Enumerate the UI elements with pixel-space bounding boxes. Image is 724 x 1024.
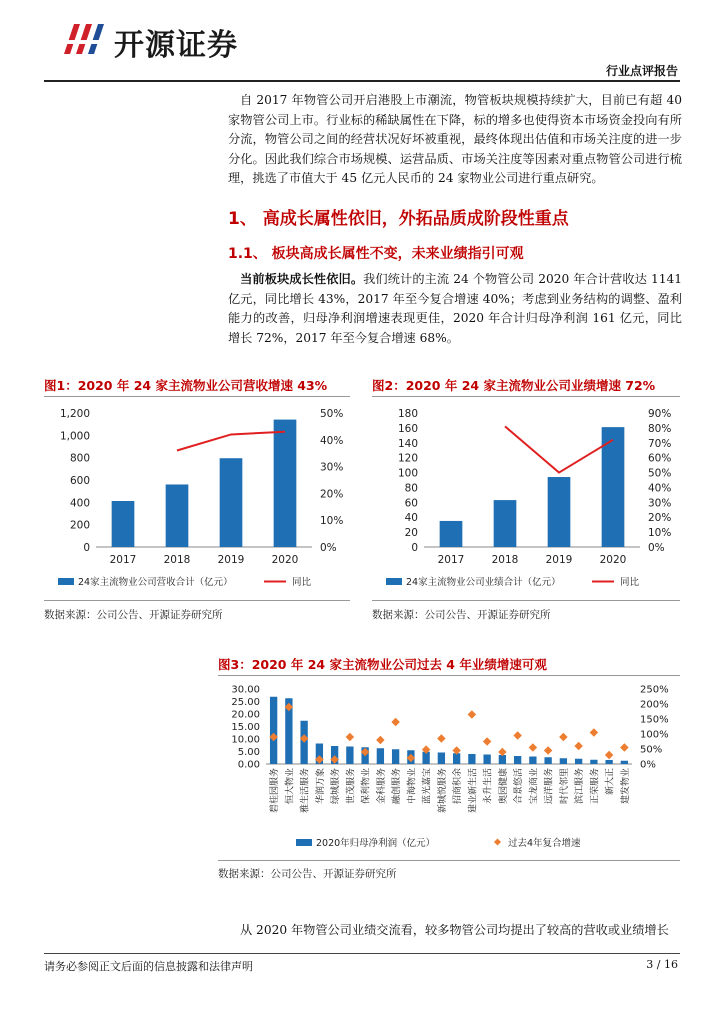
y-tick-label-right: 50% bbox=[640, 744, 663, 756]
figure-2-title: 图2：2020 年 24 家主流物业公司业绩增速 72% bbox=[372, 378, 656, 393]
scatter-point bbox=[376, 736, 384, 744]
x-tick-label: 2018 bbox=[491, 554, 519, 566]
legend-label-bar: 2020年归母净利润（亿元） bbox=[316, 838, 436, 849]
scatter-point bbox=[605, 751, 613, 759]
figure-1-title: 图1：2020 年 24 家主流物业公司营收增速 43% bbox=[44, 378, 328, 393]
y-tick-label-left: 0.00 bbox=[237, 759, 260, 771]
bar bbox=[548, 477, 571, 547]
x-tick-label: 2017 bbox=[437, 554, 465, 566]
header bbox=[0, 0, 724, 82]
y-tick-label-left: 1,200 bbox=[59, 408, 90, 420]
legend-swatch-bar bbox=[58, 578, 74, 585]
scatter-point bbox=[544, 746, 552, 754]
y-tick-label-left: 30.00 bbox=[231, 684, 260, 696]
y-tick-label-left: 200 bbox=[69, 519, 90, 532]
y-tick-label-right: 40% bbox=[320, 434, 344, 447]
y-tick-label-left: 10.00 bbox=[231, 734, 260, 746]
y-tick-label-left: 100 bbox=[397, 467, 418, 480]
x-tick-label: 永升生活 bbox=[483, 768, 494, 805]
chart-companies bbox=[218, 678, 680, 858]
scatter-point bbox=[346, 733, 354, 741]
y-tick-label-left: 25.00 bbox=[231, 697, 260, 708]
body-paragraph bbox=[228, 270, 682, 348]
y-tick-label-left: 180 bbox=[397, 408, 418, 420]
y-tick-label-right: 20% bbox=[648, 512, 672, 525]
body-text: 我们统计的主流 24 个物管公司 2020 年合计营收达 1141 亿元，同比增长 43%，2017 年至今复合增速 40%；考虑到业务结构的调整、盈利能力的改善，归母净利润增速表现更佳，2020 年合计归母净利润 161 亿元，同比增长 72%，2017 年至今复合增速 68%。 bbox=[228, 272, 683, 345]
x-tick-label: 新大正 bbox=[605, 768, 616, 796]
bar bbox=[112, 501, 135, 547]
y-tick-label-right: 30% bbox=[320, 461, 344, 474]
x-tick-label: 蓝光嘉宝 bbox=[422, 768, 433, 805]
figure-3-title: 图3：2020 年 24 家主流物业公司过去 4 年业绩增速可观 bbox=[218, 657, 547, 672]
bar bbox=[440, 521, 463, 547]
y-tick-label-right: 0% bbox=[648, 542, 665, 554]
y-tick-label-left: 40 bbox=[404, 512, 418, 525]
bar bbox=[494, 500, 517, 547]
y-tick-label-right: 10% bbox=[320, 515, 344, 528]
bar bbox=[274, 420, 297, 547]
bar bbox=[468, 754, 475, 764]
scatter-point bbox=[498, 748, 506, 756]
y-tick-label-left: 120 bbox=[397, 452, 418, 465]
y-tick-label-right: 10% bbox=[648, 527, 672, 540]
x-tick-label: 远洋服务 bbox=[544, 768, 555, 805]
x-tick-label: 宝龙商业 bbox=[529, 768, 540, 805]
bar bbox=[377, 748, 384, 764]
y-tick-label-right: 30% bbox=[648, 497, 672, 510]
x-tick-label: 招商积余 bbox=[453, 768, 464, 805]
chart-profit bbox=[372, 400, 682, 598]
y-tick-label-right: 250% bbox=[640, 684, 669, 696]
scatter-point bbox=[513, 731, 521, 739]
bar bbox=[483, 755, 490, 765]
y-tick-label-left: 600 bbox=[69, 475, 90, 487]
x-tick-label: 保利物业 bbox=[361, 768, 372, 805]
y-tick-label-left: 15.00 bbox=[231, 722, 260, 733]
section-heading-1-1: 1.1、 板块高成长属性不变，未来业绩指引可观 bbox=[228, 246, 524, 262]
scatter-point bbox=[574, 742, 582, 750]
y-tick-label-right: 70% bbox=[648, 437, 672, 450]
x-tick-label: 2020 bbox=[599, 554, 627, 566]
x-tick-label: 恒大物业 bbox=[285, 768, 296, 805]
y-tick-label-right: 200% bbox=[640, 699, 669, 711]
body-lead: 当前板块成长性依旧。 bbox=[240, 272, 364, 286]
bar bbox=[590, 760, 597, 764]
x-tick-label: 2018 bbox=[163, 554, 191, 566]
scatter-point bbox=[529, 743, 537, 751]
bar bbox=[438, 753, 445, 765]
y-tick-label-right: 100% bbox=[640, 729, 669, 741]
x-tick-label: 碧桂园服务 bbox=[270, 768, 281, 814]
x-tick-label: 2020 bbox=[271, 554, 299, 566]
scatter-point bbox=[391, 718, 399, 726]
scatter-point bbox=[559, 733, 567, 741]
bar bbox=[514, 756, 521, 764]
series-line-yoy bbox=[177, 432, 285, 451]
scatter-point bbox=[468, 710, 476, 718]
bar bbox=[166, 484, 189, 547]
x-tick-label: 建业新生活 bbox=[468, 768, 479, 814]
legend-swatch-bar bbox=[296, 839, 312, 846]
y-tick-label-right: 90% bbox=[648, 408, 672, 420]
bar bbox=[529, 757, 536, 765]
x-tick-label: 2017 bbox=[109, 554, 137, 566]
y-tick-label-left: 1,000 bbox=[59, 430, 90, 443]
x-tick-label: 奥园健康 bbox=[498, 768, 509, 805]
figure-1-title-rule bbox=[44, 396, 350, 397]
bar bbox=[544, 757, 551, 764]
y-tick-label-right: 80% bbox=[648, 422, 672, 435]
chart-revenue bbox=[44, 400, 354, 598]
x-tick-label: 合景悠活 bbox=[514, 768, 525, 805]
bar bbox=[453, 753, 460, 764]
legend-swatch-bar bbox=[386, 578, 402, 585]
bar bbox=[560, 758, 567, 764]
y-tick-label-right: 150% bbox=[640, 714, 669, 726]
bar bbox=[605, 760, 612, 764]
figure-2-title-rule bbox=[372, 396, 680, 397]
x-tick-label: 2019 bbox=[545, 554, 573, 566]
y-tick-label-right: 0% bbox=[320, 542, 337, 554]
legend-label-scatter: 过去4年复合增速 bbox=[508, 838, 581, 849]
x-tick-label: 世茂服务 bbox=[346, 768, 357, 805]
bar bbox=[621, 761, 628, 764]
y-tick-label-left: 800 bbox=[69, 452, 90, 465]
figure-3-bottom-rule bbox=[218, 860, 680, 861]
scatter-point bbox=[483, 737, 491, 745]
x-tick-label: 新城悦服务 bbox=[437, 768, 448, 814]
figure-2-bottom-rule bbox=[372, 600, 680, 601]
intro-paragraph: 自 2017 年物管公司开启港股上市潮流，物管板块规模持续扩大，目前已有超 40 家物管公司上市。行业标的稀缺属性在下降，标的增多也使得资本市场资金投向有所分流，物管公司之间的经营状况好坏被重视，最终体现出估值和市场关注度的进一步分化。因此我们综合市场规模、运营品质、市场关注度等因素对重点物管公司进行梳理，挑选了市值大于 45 亿元人民币的 24 家物业公司进行重点研究。 bbox=[228, 93, 682, 185]
legend-label-bar: 24家主流物业公司业绩合计（亿元） bbox=[406, 577, 561, 588]
x-tick-label: 时代邻里 bbox=[559, 768, 570, 805]
bar bbox=[220, 458, 243, 547]
closing-paragraph: 从 2020 年物管公司业绩交流看，较多物管公司均提出了较高的营收或业绩增长 bbox=[240, 923, 669, 937]
y-tick-label-left: 60 bbox=[404, 497, 418, 510]
figure-3-source: 数据来源：公司公告、开源证券研究所 bbox=[218, 868, 397, 880]
bar bbox=[392, 749, 399, 764]
figure-1-bottom-rule bbox=[44, 600, 350, 601]
y-tick-label-right: 20% bbox=[320, 488, 344, 501]
y-tick-label-left: 20 bbox=[404, 527, 418, 540]
logo-text: 开源证券 bbox=[114, 28, 238, 63]
legend-label-bar: 24家主流物业公司营收合计（亿元） bbox=[78, 577, 233, 588]
header-rule bbox=[44, 80, 680, 82]
x-tick-label: 建发物业 bbox=[620, 768, 631, 805]
y-tick-label-left: 0 bbox=[411, 542, 418, 554]
bar bbox=[499, 755, 506, 764]
y-tick-label-left: 140 bbox=[397, 437, 418, 450]
x-tick-label: 滨江服务 bbox=[575, 768, 586, 805]
y-tick-label-right: 50% bbox=[648, 467, 672, 480]
footer-disclaimer: 请务必参阅正文后面的信息披露和法律声明 bbox=[44, 960, 253, 973]
figure-2-source: 数据来源：公司公告、开源证券研究所 bbox=[372, 609, 551, 621]
series-line-yoy bbox=[505, 426, 613, 472]
y-tick-label-left: 5.00 bbox=[237, 747, 260, 758]
y-tick-label-left: 400 bbox=[69, 497, 90, 510]
y-tick-label-right: 60% bbox=[648, 452, 672, 465]
legend-swatch-scatter bbox=[494, 838, 501, 845]
bar bbox=[575, 759, 582, 764]
y-tick-label-left: 80 bbox=[404, 482, 418, 495]
figure-3-title-rule bbox=[218, 675, 680, 676]
section-heading-1: 1、 高成长属性依旧，外拓品质成阶段性重点 bbox=[228, 209, 569, 229]
footer-page-number: 3 / 16 bbox=[646, 958, 678, 971]
footer-rule bbox=[44, 953, 680, 954]
y-tick-label-right: 40% bbox=[648, 482, 672, 495]
x-tick-label: 融创服务 bbox=[392, 768, 403, 805]
figure-1-source: 数据来源：公司公告、开源证券研究所 bbox=[44, 609, 223, 621]
report-type: 行业点评报告 bbox=[605, 64, 678, 78]
scatter-point bbox=[437, 734, 445, 742]
x-tick-label: 绿城服务 bbox=[331, 768, 342, 805]
x-tick-label: 华润万象 bbox=[315, 768, 326, 805]
x-tick-label: 金科服务 bbox=[376, 768, 387, 805]
x-tick-label: 中海物业 bbox=[407, 768, 418, 805]
scatter-point bbox=[590, 728, 598, 736]
y-tick-label-left: 160 bbox=[397, 422, 418, 435]
bar bbox=[270, 697, 277, 764]
x-tick-label: 2019 bbox=[217, 554, 245, 566]
scatter-point bbox=[620, 743, 628, 751]
y-tick-label-left: 20.00 bbox=[231, 709, 260, 721]
x-tick-label: 正荣服务 bbox=[590, 768, 601, 805]
legend-label-line: 同比 bbox=[292, 577, 312, 588]
y-tick-label-right: 50% bbox=[320, 408, 344, 420]
legend-label-line: 同比 bbox=[620, 577, 640, 588]
y-tick-label-left: 0 bbox=[83, 542, 90, 554]
y-tick-label-right: 0% bbox=[640, 759, 656, 771]
bar bbox=[346, 747, 353, 765]
x-tick-label: 雅生活服务 bbox=[300, 768, 311, 814]
logo-icon bbox=[58, 20, 110, 60]
